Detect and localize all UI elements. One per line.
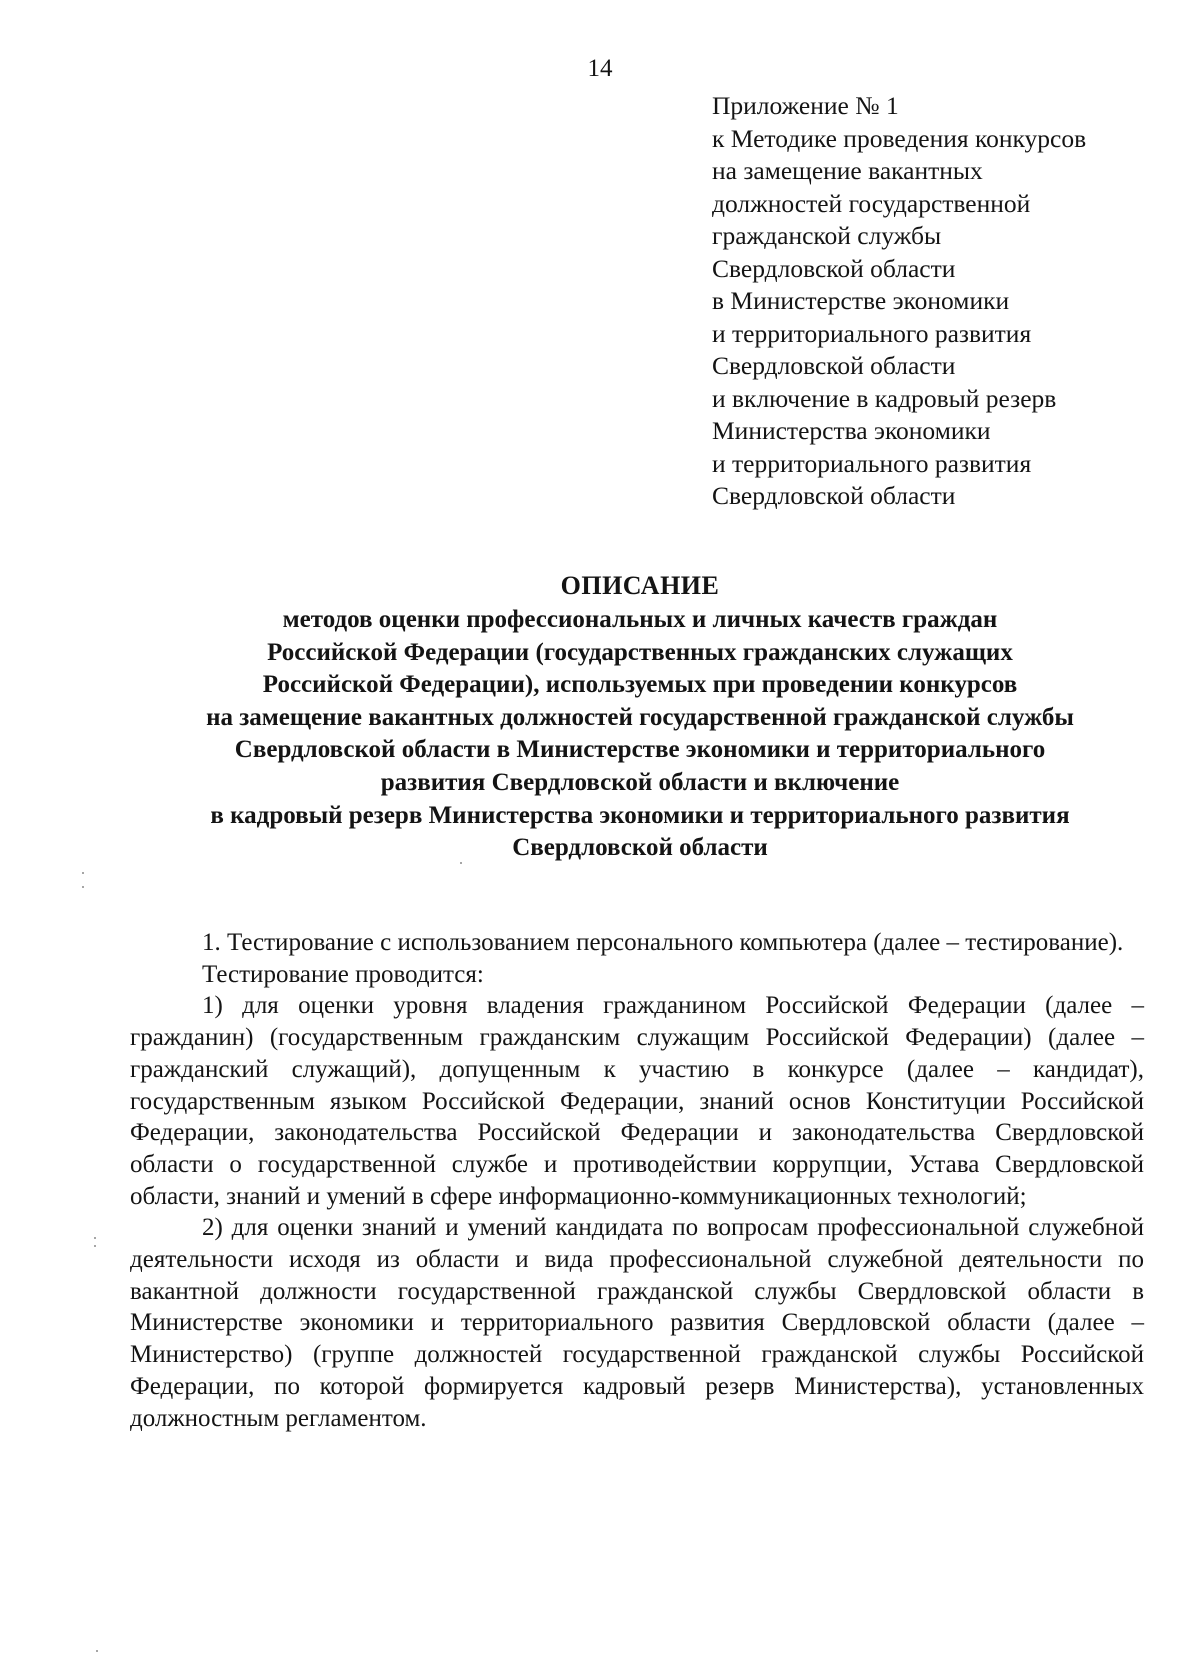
body-paragraph: Тестирование проводится: — [202, 960, 484, 988]
scan-speck — [460, 862, 462, 864]
body-paragraph: 1) для оценки уровня владения гражданином Российской Федерации (далее – гражданин) (государственным гражданским служащим Российской Федерации) (далее – гражданский служащий), допущенным к участию в конкурсе (далее – кандидат), государственным языком Российской Федерации, знаний основ Конституции Российской Федерации, законодательства Российской Федерации и законодательства Свердловской области о государственной службе и противодействии коррупции, Устава Свердловской области, знаний и умений в сфере информационно-коммуникационных технологий; — [130, 992, 1144, 1210]
subtitle-line: Российской Федерации (государственных гражданских служащих — [267, 638, 1013, 666]
document-heading — [80, 568, 1200, 865]
appendix-line: Приложение № 1 — [712, 91, 899, 120]
body-paragraph: 2) для оценки знаний и умений кандидата по вопросам профессиональной служебной деятельности исходя из области и вида профессиональной служебной деятельности по вакантной должности государственной гражданской службы Свердловской области в Министерстве экономики и территориального развития Свердловской области (далее – Министерство) (группе должностей государственной гражданской службы Российской Федерации, по которой формируется кадровый резерв Министерства), установленных должностным регламентом. — [130, 1214, 1144, 1432]
appendix-line: к Методике проведения конкурсов — [712, 123, 1087, 153]
document-subtitle — [80, 604, 1200, 865]
appendix-header — [712, 90, 1182, 513]
appendix-line: в Министерстве экономики — [712, 286, 1010, 315]
scan-speck — [82, 872, 84, 874]
appendix-line: Свердловской области — [712, 351, 956, 380]
document-body — [130, 927, 1144, 1434]
subtitle-line: Свердловской области — [512, 834, 768, 862]
document-title: ОПИСАНИЕ — [560, 571, 720, 600]
appendix-line: Министерства экономики — [712, 416, 991, 445]
scan-speck — [82, 886, 84, 888]
subtitle-line: развития Свердловской области и включение — [380, 768, 900, 796]
subtitle-line: Российской Федерации), используемых при проведении конкурсов — [262, 671, 1018, 699]
appendix-line: и территориального развития — [712, 318, 1032, 348]
appendix-line: Свердловской области — [712, 253, 956, 283]
page-number: 14 — [587, 55, 613, 82]
scan-speck — [96, 1650, 98, 1652]
appendix-line: Свердловской области — [712, 481, 956, 510]
body-paragraph: 1. Тестирование с использованием персонального компьютера (далее – тестирование). — [202, 929, 1124, 956]
appendix-line: гражданской службы — [712, 221, 942, 250]
subtitle-line: Свердловской области в Министерстве экономики и территориального — [234, 736, 1046, 764]
appendix-line: и территориального развития — [712, 448, 1032, 478]
appendix-line: на замещение вакантных — [712, 156, 983, 185]
subtitle-line: в кадровый резерв Министерства экономики и территориального развития — [210, 801, 1070, 829]
appendix-line: должностей государственной — [712, 188, 1031, 218]
subtitle-line: методов оценки профессиональных и личных качеств граждан — [282, 606, 998, 633]
appendix-line: и включение в кадровый резерв — [712, 383, 1057, 413]
subtitle-line: на замещение вакантных должностей государственной гражданской службы — [206, 703, 1074, 731]
scan-speck — [94, 1237, 96, 1239]
scan-speck — [94, 1245, 96, 1247]
